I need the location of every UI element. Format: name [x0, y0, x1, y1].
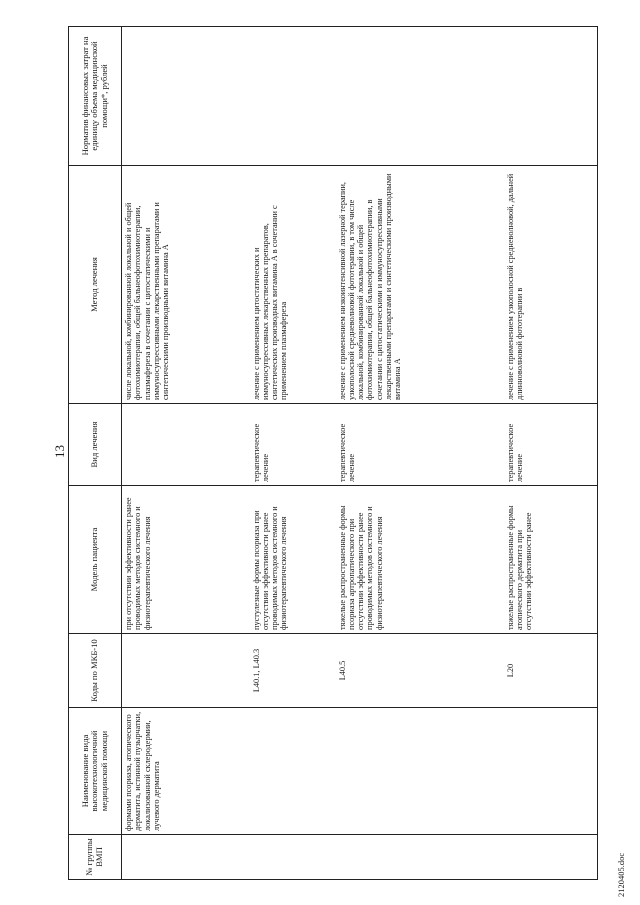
cell-method: лечение с применением цитостатических и иммуносупрессивных лекарственных препаратов, синтетических производных витамина А в сочетании с применением плазмафереза — [250, 166, 336, 404]
cell-treatment-type: терапевтическое лечение — [250, 404, 336, 486]
header-group-no: № группы ВМП — [69, 835, 122, 880]
cell-group-no — [250, 835, 336, 880]
cell-icd-codes: L40.1, L40.3 — [250, 634, 336, 708]
table-header-row — [69, 27, 122, 880]
cell-icd-codes: L40.5 — [336, 634, 504, 708]
cell-care-type — [250, 708, 336, 835]
cell-care-type — [336, 708, 504, 835]
cell-method: лечение с применением узкополосной средневолновой, дальней длинноволновой фототерапии в — [504, 166, 598, 404]
cell-patient-model: тяжелые распространенные формы атопического дерматита при отсутствии эффективности ранее — [504, 486, 598, 634]
cell-patient-model: тяжелые распространенные формы псориаза артропатического при отсутствии эффективности ранее проводимых методов системного и физиотерапевтического лечения — [336, 486, 504, 634]
cell-cost-norm — [336, 27, 504, 166]
header-cost-norm: Норматив финансовых затрат на единицу объема медицинской помощи*, рублей — [69, 27, 122, 166]
header-patient-model: Модель пациента — [69, 486, 122, 634]
cell-cost-norm — [504, 27, 598, 166]
table-row — [122, 27, 250, 880]
table-row — [336, 27, 504, 880]
header-treatment-type: Вид лечения — [69, 404, 122, 486]
cell-treatment-type: терапевтическое лечение — [336, 404, 504, 486]
page-number: 13 — [52, 445, 67, 458]
cell-group-no — [122, 835, 250, 880]
cell-group-no — [504, 835, 598, 880]
cell-icd-codes: L20 — [504, 634, 598, 708]
cell-icd-codes — [122, 634, 250, 708]
cell-patient-model: при отсутствии эффективности ранее проводимых методов системного и физиотерапевтического лечения — [122, 486, 250, 634]
cell-treatment-type — [122, 404, 250, 486]
header-care-type: Наименование вида высокотехнологичной медицинской помощи — [69, 708, 122, 835]
cell-patient-model: пустулезные формы псориаза при отсутствии эффективности ранее проводимых методов системного и физиотерапевтического лечения — [250, 486, 336, 634]
header-icd-codes: Коды по МКБ-10 — [69, 634, 122, 708]
cell-care-type — [504, 708, 598, 835]
cell-method: числе локальной, комбинированной локальной и общей фотохимиотерапии, общей бальнеофотохимиотерапии, плазмафереза в сочетании с цитостатическими и иммуносупрессивными лекарственными препаратами и синтетическими производными витамина А — [122, 166, 250, 404]
cell-cost-norm — [250, 27, 336, 166]
cell-method: лечение с применением низкоинтенсивной лазерной терапии, узкополосной средневолновой фототерапии, в том числе локальной, комбинированной локальной и общей фотохимиотерапии, общей бальнеофотохимиотерапии, в сочетании с цитостатическими и иммуносупрессивными лекарственными препаратами и синтетическими производными витамина А — [336, 166, 504, 404]
cell-care-type: формами псориаза, атопического дерматита, истинной пузырчатки, локализованной склеродермии, лучевого дерматита — [122, 708, 250, 835]
document-filename: 2120405.doc — [616, 852, 626, 897]
cell-cost-norm — [122, 27, 250, 166]
table-row — [250, 27, 336, 880]
header-method: Метод лечения — [69, 166, 122, 404]
vmp-table — [68, 26, 598, 880]
cell-group-no — [336, 835, 504, 880]
table-row — [504, 27, 598, 880]
cell-treatment-type: терапевтическое лечение — [504, 404, 598, 486]
